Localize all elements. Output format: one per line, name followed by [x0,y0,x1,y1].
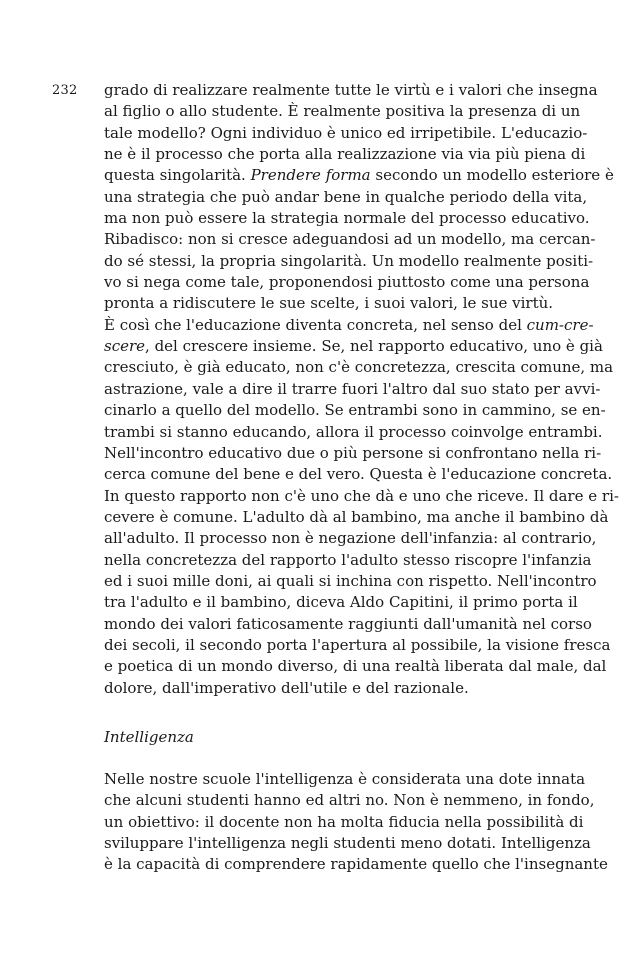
text-line [104,486,619,507]
text-line [104,80,598,101]
text-line [104,165,614,186]
text-segment: pronta a ridiscutere le sue scelte, i suoi valori, le sue virtù. [104,294,554,313]
text-segment: È così che l'educazione diventa concreta, nel senso del [104,315,527,334]
text-segment: ne è il processo che porta alla realizzazione via via più piena di [104,145,586,164]
text-segment: astrazione, vale a dire il trarre fuori l'altro dal suo stato per avvi- [104,379,601,398]
text-segment: e poetica di un mondo diverso, di una realtà liberata dal male, dal [104,657,607,676]
text-line [104,123,588,144]
text-line [104,379,601,400]
page-number: 232 [52,83,78,98]
section-heading: Intelligenza [104,728,194,746]
text-segment: In questo rapporto non c'è uno che dà e uno che riceve. Il dare e ri- [104,486,619,505]
text-segment: grado di realizzare realmente tutte le virtù e i valori che insegna [104,81,598,99]
text-segment: al figlio o allo studente. È realmente positiva la presenza di un [104,102,581,121]
text-line [104,790,595,811]
text-segment: secondo un modello esteriore è [370,166,614,185]
text-segment: dei secoli, il secondo porta l'apertura al possibile, la visione fresca [104,635,611,654]
text-segment: nella concretezza del rapporto l'adulto stesso riscopre l'infanzia [104,550,592,569]
text-line [104,769,586,790]
text-segment: Ribadisco: non si cresce adeguandosi ad un modello, ma cercan- [104,230,596,249]
text-segment: cresciuto, è già educato, non c'è concretezza, crescita comune, ma [104,358,614,377]
text-segment: do sé stessi, la propria singolarità. Un modello realmente positi- [104,251,594,270]
text-segment: ed i suoi mille doni, ai quali si inchina con rispetto. Nell'incontro [104,571,597,590]
text-segment: è la capacità di comprendere rapidamente quello che l'insegnante [104,855,608,874]
text-segment: un obiettivo: il docente non ha molta fiducia nella possibilità di [104,812,584,831]
text-line [104,272,590,293]
text-line [104,592,578,613]
text-segment: che alcuni studenti hanno ed altri no. Non è nemmeno, in fondo, [104,791,595,810]
text-line [104,144,586,165]
text-segment: tra l'adulto e il bambino, diceva Aldo Capitini, il primo porta il [104,593,578,612]
text-line [104,528,597,549]
text-segment: cinarlo a quello del modello. Se entrambi sono in cammino, se en- [104,401,606,420]
text-line [104,833,591,854]
text-line [104,550,592,571]
text-line [104,336,603,357]
text-segment: ma non può essere la strategia normale del processo educativo. [104,209,590,228]
text-line [104,678,559,699]
text-line [104,656,607,677]
text-line [104,187,588,208]
text-segment: dolore, dall'imperativo dell'utile e del razionale. [104,678,469,697]
text-segment: , del crescere insieme. Se, nel rapporto educativo, uno è già [145,337,603,356]
text-line [104,635,611,656]
body-paragraph-2 [104,769,608,876]
text-segment: all'adulto. Il processo non è negazione dell'infanzia: al contrario, [104,529,597,548]
body-paragraph-1 [104,80,619,699]
text-line [104,614,592,635]
text-segment: sviluppare l'intelligenza negli studenti meno dotati. Intelligenza [104,834,591,853]
text-segment: cerca comune del bene e del vero. Questa è l'educazione concreta. [104,465,613,484]
text-segment: cevere è comune. L'adulto dà al bambino, ma anche il bambino dà [104,507,609,526]
text-line [104,422,603,443]
italic-text: cum-cre- [526,315,594,334]
text-line [104,443,602,464]
text-line [104,208,590,229]
text-line [104,357,614,378]
text-line [104,854,608,875]
text-segment: questa singolarità. [104,166,251,185]
text-segment: mondo dei valori faticosamente raggiunti dall'umanità nel corso [104,614,592,633]
text-segment: vo si nega come tale, proponendosi piuttosto come una persona [104,273,590,292]
text-line [104,101,581,122]
text-segment: una strategia che può andar bene in qualche periodo della vita, [104,187,588,206]
italic-text: Prendere forma [250,166,371,185]
text-line [104,507,609,528]
text-segment: trambi si stanno educando, allora il processo coinvolge entrambi. [104,422,603,441]
text-line [104,464,613,485]
text-line [104,400,606,421]
text-segment: Nell'incontro educativo due o più persone si confrontano nella ri- [104,443,602,462]
text-line [104,315,594,336]
text-segment: Nelle nostre scuole l'intelligenza è considerata una dote innata [104,770,586,788]
italic-text: scere [104,337,146,356]
text-line [104,293,559,314]
text-line [104,812,584,833]
text-line [104,571,597,592]
text-line [104,229,596,250]
text-line [104,251,594,272]
text-segment: tale modello? Ogni individuo è unico ed irripetibile. L'educazio- [104,123,588,142]
